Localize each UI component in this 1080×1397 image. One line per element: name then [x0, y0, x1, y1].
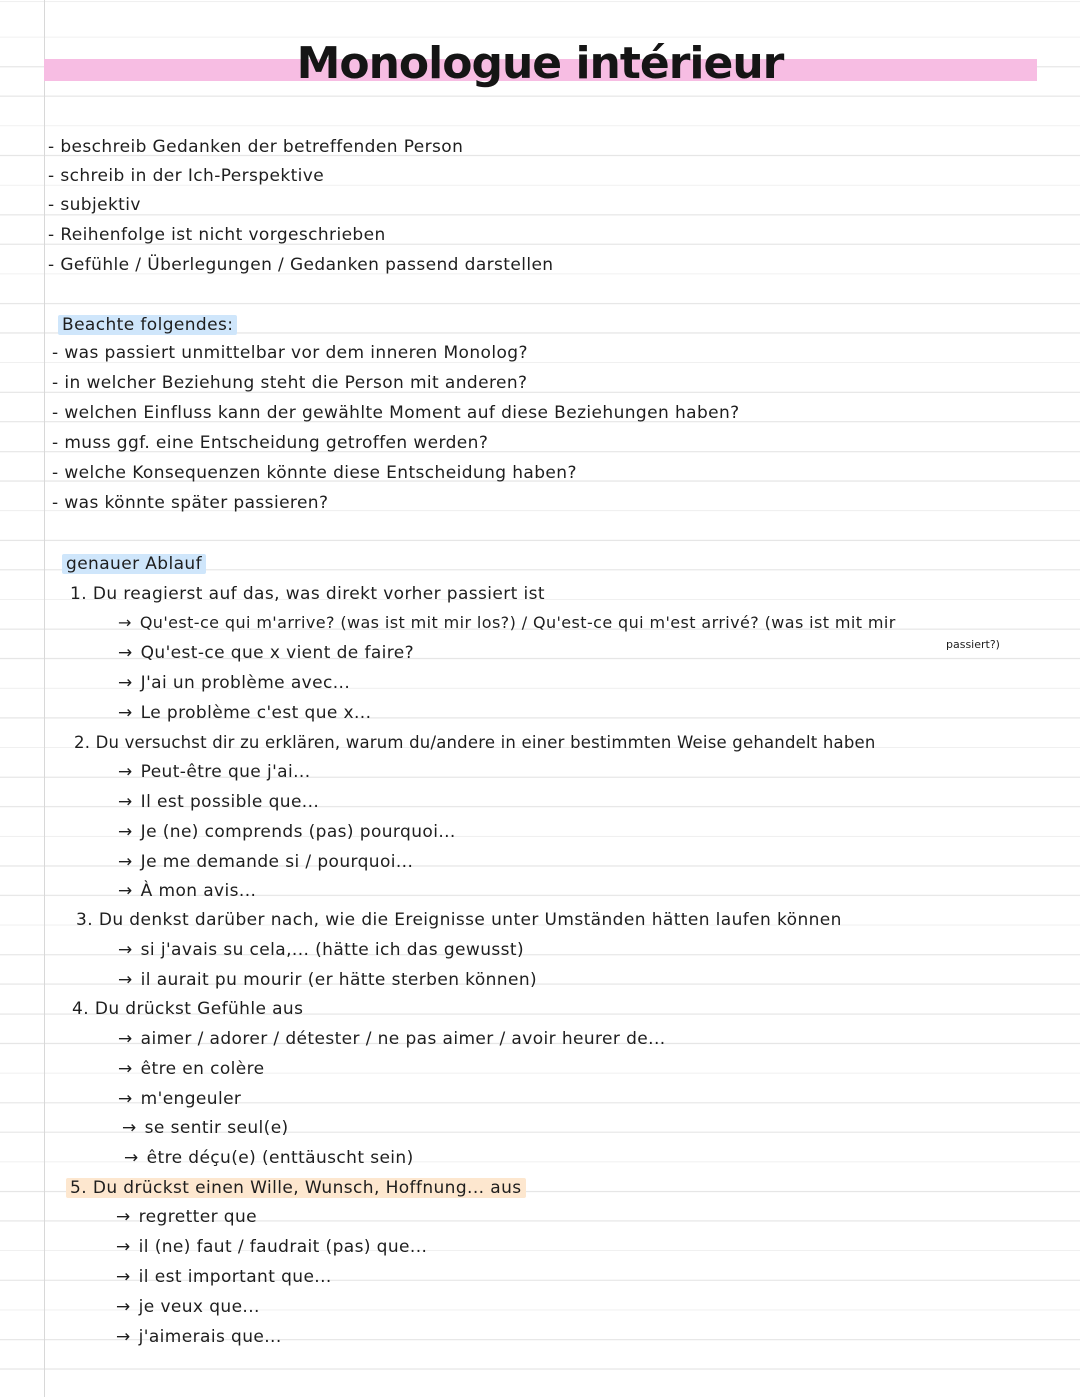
beachte-item: - welchen Einfluss kann der gewählte Moment auf diese Beziehungen haben? — [52, 403, 740, 423]
section-1-title: 1. Du reagierst auf das, was direkt vorher passiert ist — [70, 584, 545, 604]
section-2-item: → Peut-être que j'ai... — [118, 762, 311, 782]
arrow-icon: → — [118, 881, 133, 901]
arrow-icon: → — [118, 1089, 133, 1109]
section-3-item: → il aurait pu mourir (er hätte sterben können) — [118, 970, 538, 990]
section-2-item: → Je (ne) comprends (pas) pourquoi... — [118, 822, 456, 842]
section-1-item: → J'ai un problème avec... — [118, 673, 351, 693]
arrow-icon: → — [116, 1207, 131, 1227]
section-3-title: 3. Du denkst darüber nach, wie die Ereignisse unter Umständen hätten laufen können — [76, 910, 842, 930]
beachte-item: - in welcher Beziehung steht die Person mit anderen? — [52, 373, 528, 393]
section-4-item: → être en colère — [118, 1059, 265, 1079]
section-4-item: → m'engeuler — [118, 1089, 242, 1109]
arrow-icon: → — [118, 643, 133, 663]
section-3-item: → si j'avais su cela,... (hätte ich das gewusst) — [118, 940, 524, 960]
section-1-continuation: passiert?) — [946, 638, 1000, 651]
section-1-item: → Qu'est-ce que x vient de faire? — [118, 643, 415, 663]
arrow-icon: → — [118, 792, 133, 812]
intro-item: - Gefühle / Überlegungen / Gedanken passend darstellen — [48, 255, 554, 275]
ablauf-heading: genauer Ablauf — [62, 553, 206, 575]
arrow-icon: → — [118, 1059, 133, 1079]
intro-item: - beschreib Gedanken der betreffenden Person — [48, 137, 464, 157]
arrow-icon: → — [118, 703, 133, 723]
margin-line — [44, 0, 45, 1397]
arrow-icon: → — [118, 613, 132, 632]
beachte-item: - welche Konsequenzen könnte diese Entscheidung haben? — [52, 463, 577, 483]
arrow-icon: → — [116, 1327, 131, 1347]
section-4-title: 4. Du drückst Gefühle aus — [72, 999, 304, 1019]
arrow-icon: → — [116, 1297, 131, 1317]
beachte-item: - muss ggf. eine Entscheidung getroffen werden? — [52, 433, 489, 453]
section-5-title: 5. Du drückst einen Wille, Wunsch, Hoffnung... aus — [66, 1177, 526, 1199]
section-2-title: 2. Du versuchst dir zu erklären, warum du/andere in einer bestimmten Weise gehandelt haben — [74, 733, 876, 752]
arrow-icon: → — [118, 1029, 133, 1049]
section-5-item: → je veux que... — [116, 1297, 260, 1317]
beachte-item: - was passiert unmittelbar vor dem inneren Monolog? — [52, 343, 528, 363]
intro-item: - schreib in der Ich-Perspektive — [48, 166, 325, 186]
arrow-icon: → — [124, 1148, 139, 1168]
section-5-item: → regretter que — [116, 1207, 258, 1227]
arrow-icon: → — [118, 822, 133, 842]
section-5-item: → j'aimerais que... — [116, 1327, 282, 1347]
section-5-item: → il est important que... — [116, 1267, 332, 1287]
section-4-item: → se sentir seul(e) — [122, 1118, 289, 1138]
section-1-item: → Qu'est-ce qui m'arrive? (was ist mit mir los?) / Qu'est-ce qui m'est arrivé? (was ist mit mir — [118, 613, 896, 632]
section-4-item: → être déçu(e) (enttäuscht sein) — [124, 1148, 414, 1168]
section-2-item: → Il est possible que... — [118, 792, 320, 812]
arrow-icon: → — [118, 762, 133, 782]
section-1-item: → Le problème c'est que x... — [118, 703, 372, 723]
page-title: Monologue intérieur — [296, 38, 784, 89]
arrow-icon: → — [118, 940, 133, 960]
beachte-heading: Beachte folgendes: — [58, 314, 237, 336]
section-2-item: → Je me demande si / pourquoi... — [118, 852, 414, 872]
intro-item: - Reihenfolge ist nicht vorgeschrieben — [48, 225, 386, 245]
section-2-item: → À mon avis... — [118, 881, 257, 901]
arrow-icon: → — [116, 1267, 131, 1287]
arrow-icon: → — [118, 970, 133, 990]
section-4-item: → aimer / adorer / détester / ne pas aimer / avoir heurer de... — [118, 1029, 666, 1049]
arrow-icon: → — [122, 1118, 137, 1138]
beachte-item: - was könnte später passieren? — [52, 493, 329, 513]
arrow-icon: → — [118, 673, 133, 693]
section-5-item: → il (ne) faut / faudrait (pas) que... — [116, 1237, 428, 1257]
arrow-icon: → — [118, 852, 133, 872]
arrow-icon: → — [116, 1237, 131, 1257]
intro-item: - subjektiv — [48, 195, 141, 215]
